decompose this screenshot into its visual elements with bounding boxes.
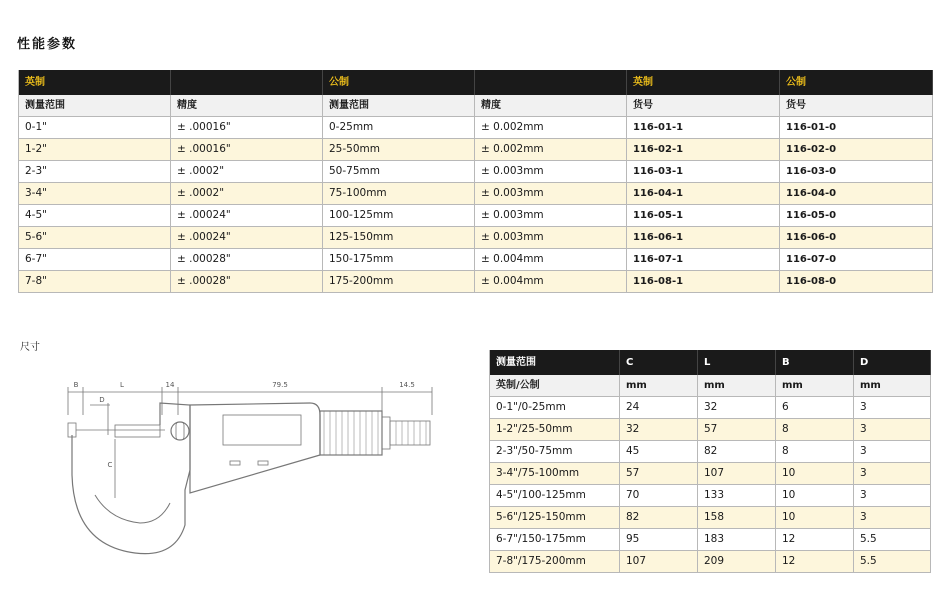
performance-cell: ± .00016" (171, 139, 323, 161)
performance-cell: 116-07-0 (780, 249, 933, 271)
dim-79-5-label: 79.5 (272, 381, 288, 389)
dimensions-cell: 10 (776, 507, 854, 529)
dimensions-label: 尺寸 (20, 342, 40, 353)
dimensions-cell: 10 (776, 485, 854, 507)
dimensions-cell: 5.5 (854, 529, 931, 551)
dimensions-header-row (490, 350, 931, 375)
performance-cell: ± 0.003mm (475, 183, 627, 205)
dimensions-cell: 英制/公制 (490, 375, 620, 397)
performance-cell: ± 0.002mm (475, 139, 627, 161)
dimensions-cell: 82 (698, 441, 776, 463)
performance-cell: 75-100mm (323, 183, 475, 205)
performance-subheader-row (19, 95, 933, 117)
dimensions-cell: 6-7"/150-175mm (490, 529, 620, 551)
performance-cell: 25-50mm (323, 139, 475, 161)
dimensions-cell: mm (620, 375, 698, 397)
performance-cell: 公制 (780, 70, 933, 95)
dim-d-label: D (99, 396, 105, 404)
performance-cell: 116-01-1 (627, 117, 780, 139)
dim-b-label: B (73, 381, 79, 389)
performance-cell: 116-03-1 (627, 161, 780, 183)
performance-cell: 116-06-1 (627, 227, 780, 249)
dimensions-cell: 8 (776, 441, 854, 463)
dimensions-cell: 107 (620, 551, 698, 573)
performance-cell (171, 70, 323, 95)
dimensions-cell: 158 (698, 507, 776, 529)
dimensions-cell: 32 (620, 419, 698, 441)
performance-cell: 116-03-0 (780, 161, 933, 183)
performance-cell: 116-01-0 (780, 117, 933, 139)
performance-cell: ± .00028" (171, 271, 323, 293)
dimensions-cell: 70 (620, 485, 698, 507)
table-row (19, 139, 933, 161)
dimensions-cell: 3 (854, 419, 931, 441)
dimensions-cell: 24 (620, 397, 698, 419)
performance-cell: ± 0.004mm (475, 249, 627, 271)
dim-14-label: 14 (165, 381, 175, 389)
performance-cell: 0-1" (19, 117, 171, 139)
dimensions-cell: 5-6"/125-150mm (490, 507, 620, 529)
performance-cell: ± 0.002mm (475, 117, 627, 139)
table-row (19, 227, 933, 249)
dimensions-cell: 5.5 (854, 551, 931, 573)
performance-cell: 116-02-0 (780, 139, 933, 161)
performance-cell: ± .0002" (171, 183, 323, 205)
dimensions-cell: mm (776, 375, 854, 397)
performance-cell: ± .00024" (171, 205, 323, 227)
dimensions-cell: 7-8"/175-200mm (490, 551, 620, 573)
dimensions-cell: 183 (698, 529, 776, 551)
dimensions-cell: B (776, 350, 854, 375)
dimensions-cell: mm (698, 375, 776, 397)
dim-c-label: C (107, 461, 113, 469)
dimensions-cell: D (854, 350, 931, 375)
dimensions-cell: C (620, 350, 698, 375)
performance-cell: 116-08-1 (627, 271, 780, 293)
performance-cell: 货号 (627, 95, 780, 117)
performance-cell: 英制 (627, 70, 780, 95)
performance-header-row (19, 70, 933, 95)
dimensions-cell: 12 (776, 551, 854, 573)
dimensions-cell: 测量范围 (490, 350, 620, 375)
performance-cell: 公制 (323, 70, 475, 95)
table-row (490, 551, 931, 573)
table-row (490, 463, 931, 485)
performance-cell: 116-04-0 (780, 183, 933, 205)
page-title: 性能参数 (17, 37, 78, 52)
dimensions-cell: 3 (854, 397, 931, 419)
dimensions-cell: 82 (620, 507, 698, 529)
dimensions-cell: 8 (776, 419, 854, 441)
performance-cell: 150-175mm (323, 249, 475, 271)
performance-cell: 116-05-1 (627, 205, 780, 227)
performance-cell: 116-04-1 (627, 183, 780, 205)
dimensions-cell: 3 (854, 485, 931, 507)
performance-cell: 6-7" (19, 249, 171, 271)
performance-cell: ± 0.004mm (475, 271, 627, 293)
dimensions-cell: 95 (620, 529, 698, 551)
performance-cell: ± .00016" (171, 117, 323, 139)
dim-l-label: L (120, 381, 124, 389)
performance-cell: ± .00028" (171, 249, 323, 271)
dim-14-5-label: 14.5 (399, 381, 415, 389)
table-row (19, 205, 933, 227)
dimensions-cell: 3 (854, 507, 931, 529)
performance-cell: 0-25mm (323, 117, 475, 139)
performance-cell: 125-150mm (323, 227, 475, 249)
dimensions-cell: 6 (776, 397, 854, 419)
table-row (490, 397, 931, 419)
table-row (19, 271, 933, 293)
performance-cell: ± 0.003mm (475, 161, 627, 183)
performance-cell: ± .00024" (171, 227, 323, 249)
dimensions-cell: 32 (698, 397, 776, 419)
performance-table (18, 70, 933, 293)
dimensions-cell: L (698, 350, 776, 375)
performance-cell: 精度 (171, 95, 323, 117)
performance-cell: 货号 (780, 95, 933, 117)
dimensions-cell: mm (854, 375, 931, 397)
performance-cell: 2-3" (19, 161, 171, 183)
performance-cell: 4-5" (19, 205, 171, 227)
performance-cell: 116-08-0 (780, 271, 933, 293)
dimensions-cell: 57 (698, 419, 776, 441)
dimensions-cell: 2-3"/50-75mm (490, 441, 620, 463)
dimensions-cell: 10 (776, 463, 854, 485)
table-row (490, 529, 931, 551)
table-row (19, 249, 933, 271)
dimensions-cell: 57 (620, 463, 698, 485)
dimensions-cell: 0-1"/0-25mm (490, 397, 620, 419)
performance-cell: 5-6" (19, 227, 171, 249)
performance-cell (475, 70, 627, 95)
table-row (19, 161, 933, 183)
table-row (490, 419, 931, 441)
performance-cell: 英制 (19, 70, 171, 95)
performance-cell: 精度 (475, 95, 627, 117)
performance-cell: 100-125mm (323, 205, 475, 227)
performance-cell: ± 0.003mm (475, 227, 627, 249)
performance-cell: 3-4" (19, 183, 171, 205)
dimensions-cell: 3-4"/75-100mm (490, 463, 620, 485)
dimensions-cell: 3 (854, 441, 931, 463)
table-row (19, 117, 933, 139)
dimensions-cell: 133 (698, 485, 776, 507)
performance-cell: 116-07-1 (627, 249, 780, 271)
performance-cell: ± 0.003mm (475, 205, 627, 227)
performance-cell: ± .0002" (171, 161, 323, 183)
table-row (19, 183, 933, 205)
performance-cell: 116-05-0 (780, 205, 933, 227)
table-row (490, 507, 931, 529)
micrometer-drawing (40, 375, 450, 575)
dimensions-cell: 45 (620, 441, 698, 463)
performance-cell: 116-06-0 (780, 227, 933, 249)
performance-cell: 1-2" (19, 139, 171, 161)
dimensions-cell: 1-2"/25-50mm (490, 419, 620, 441)
dimensions-subheader-row (490, 375, 931, 397)
dimensions-cell: 209 (698, 551, 776, 573)
table-row (490, 441, 931, 463)
performance-cell: 测量范围 (19, 95, 171, 117)
performance-cell: 7-8" (19, 271, 171, 293)
dimensions-cell: 12 (776, 529, 854, 551)
dimensions-table (489, 350, 931, 573)
performance-cell: 50-75mm (323, 161, 475, 183)
performance-cell: 175-200mm (323, 271, 475, 293)
table-row (490, 485, 931, 507)
dimensions-cell: 107 (698, 463, 776, 485)
dimensions-cell: 3 (854, 463, 931, 485)
performance-cell: 测量范围 (323, 95, 475, 117)
dimensions-cell: 4-5"/100-125mm (490, 485, 620, 507)
performance-cell: 116-02-1 (627, 139, 780, 161)
